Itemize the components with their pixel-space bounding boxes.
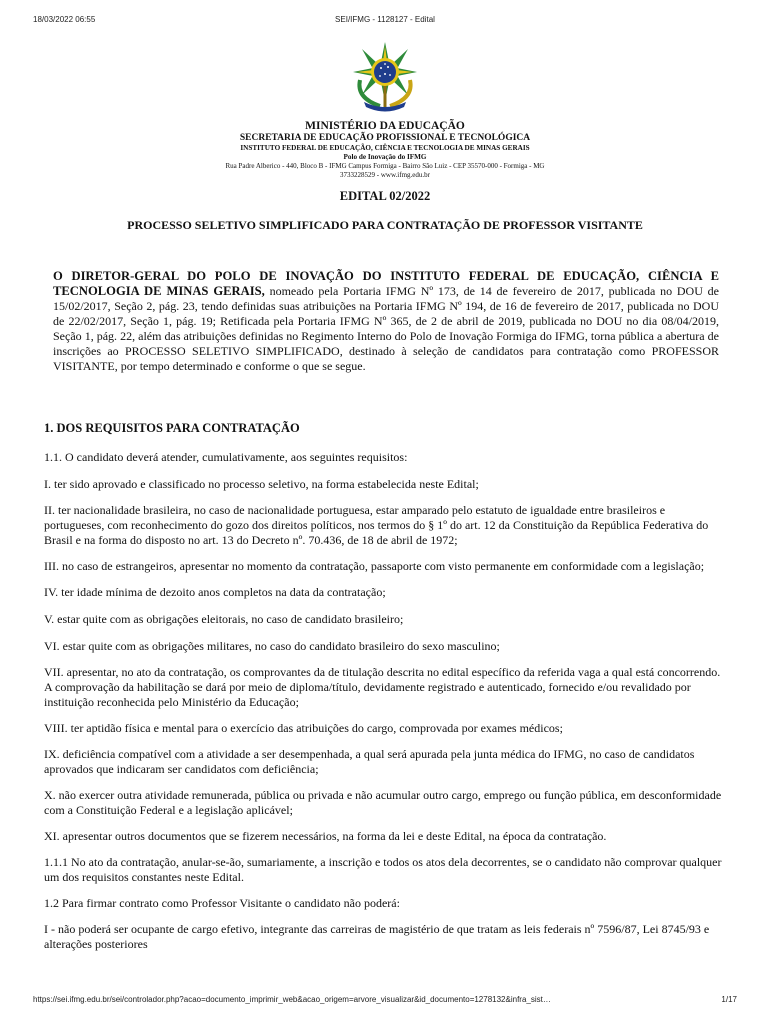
requirement-ii: II. ter nacionalidade brasileira, no caso de nacionalidade portuguesa, estar amparado pelo estatuto de igualdade entre brasileiros e portugueses, com reconhecimento do gozo dos direitos políticos, nos termos do § 1º do art. 12 da Constituição da República Federativa do Brasil e na forma do disposto no art. 13 do Decreto nº. 70.436, de 18 de abril de 1972; bbox=[44, 503, 709, 547]
secretaria-name: SECRETARIA DE EDUCAÇÃO PROFISSIONAL E TECNOLÓGICA bbox=[239, 133, 531, 143]
section-requisitos bbox=[44, 421, 726, 952]
print-url: https://sei.ifmg.edu.br/sei/controlador.php?acao=documento_imprimir_web&acao_origem=arvore_visualizar&id_documento=1278132&infra_sist… bbox=[33, 995, 551, 1004]
requirement-ix: IX. deficiência compatível com a atividade a ser desempenhada, a qual será apurada pela junta médica do IFMG, no caso de candidatos aprovados que indicaram ser candidatos com deficiência; bbox=[44, 747, 695, 776]
process-title: PROCESSO SELETIVO SIMPLIFICADO PARA CONTRATAÇÃO DE PROFESSOR VISITANTE bbox=[127, 218, 643, 232]
ministry-name: MINISTÉRIO DA EDUCAÇÃO bbox=[305, 120, 465, 132]
page-number: 1/17 bbox=[721, 995, 737, 1004]
paragraph-1-2: 1.2 Para firmar contrato como Professor Visitante o candidato não poderá: bbox=[44, 896, 400, 910]
requirement-vii: VII. apresentar, no ato da contratação, os comprovantes da de titulação descrita no edital específico da referida vaga a qual está concorrendo. A comprovação da habilitação se dará por meio de diploma/título, devidamente registrado e autenticado, fornecido e/ou revalidado por instituição reconhecida pelo Ministério da Educação; bbox=[44, 665, 721, 709]
requirement-v: V. estar quite com as obrigações eleitorais, no caso de candidato brasileiro; bbox=[44, 612, 404, 626]
polo-name: Polo de Inovação do IFMG bbox=[343, 153, 427, 161]
print-document-title: SEI/IFMG - 1128127 - Edital bbox=[335, 15, 435, 24]
requirement-vi: VI. estar quite com as obrigações militares, no caso do candidato brasileiro do sexo masculino; bbox=[44, 639, 500, 653]
requirement-iv: IV. ter idade mínima de dezoito anos completos na data da contratação; bbox=[44, 585, 386, 599]
intro-bold-lead: O DIRETOR-GERAL DO POLO DE INOVAÇÃO DO INSTITUTO FEDERAL DE EDUCAÇÃO, CIÊNCIA E TECNOLOGIA DE MINAS GERAIS, bbox=[53, 269, 719, 298]
requirement-viii: VIII. ter aptidão física e mental para o exercício das atribuições do cargo, comprovada por exames médicos; bbox=[44, 721, 563, 735]
institute-name: INSTITUTO FEDERAL DE EDUCAÇÃO, CIÊNCIA E TECNOLOGIA DE MINAS GERAIS bbox=[240, 144, 530, 152]
edital-title: EDITAL 02/2022 bbox=[339, 189, 431, 203]
contact-line: 3733228529 - www.ifmg.edu.br bbox=[340, 171, 430, 179]
requirement-iii: III. no caso de estrangeiros, apresentar no momento da contratação, passaporte com visto permanente em conformidade com a legislação; bbox=[44, 559, 705, 573]
paragraph-1-1-1: 1.1.1 No ato da contratação, anular-se-ão, sumariamente, a inscrição e todos os atos dela decorrentes, se o candidato não comprovar qualquer um dos requisitos constantes neste Edital. bbox=[44, 855, 722, 884]
requirement-i: I. ter sido aprovado e classificado no processo seletivo, na forma estabelecida neste Edital; bbox=[44, 477, 479, 491]
paragraph-1-1: 1.1. O candidato deverá atender, cumulativamente, aos seguintes requisitos: bbox=[44, 450, 408, 464]
institution-heading bbox=[0, 120, 770, 180]
requirement-xi: XI. apresentar outros documentos que se fizerem necessários, na forma da lei e deste Edital, na época da contratação. bbox=[44, 829, 607, 843]
print-datetime: 18/03/2022 06:55 bbox=[33, 15, 96, 24]
print-header bbox=[0, 15, 770, 29]
intro-paragraph bbox=[53, 269, 719, 374]
brazil-coat-of-arms-icon bbox=[350, 40, 420, 112]
requirement-x: X. não exercer outra atividade remunerada, pública ou privada e não acumular outro cargo, emprego ou função pública, em desconformidade com a Constituição Federal e a legislação aplicável; bbox=[44, 788, 722, 817]
address-line: Rua Padre Alberico - 440, Bloco B - IFMG Campus Formiga - Bairro São Luiz - CEP 35570-000 - Formiga - MG bbox=[225, 162, 545, 170]
restriction-i: I - não poderá ser ocupante de cargo efetivo, integrante das carreiras de magistério de que tratam as leis federais nº 7596/87, Lei 8745/93 e alterações posteriores bbox=[44, 922, 710, 951]
section-title: 1. DOS REQUISITOS PARA CONTRATAÇÃO bbox=[44, 421, 300, 435]
intro-text: nomeado pela Portaria IFMG Nº 173, de 14 de fevereiro de 2017, publicada no DOU de 15/02/2017, Seção 2, pág. 23, tendo definidas suas atribuições na Portaria IFMG Nº 194, de 16 de fevereiro de 2017, publicada no DOU de 22/02/2017, Seção 1, pág. 19; Retificada pela Portaria IFMG Nº 365, de 2 de abril de 2019, publicada no DOU no dia 08/04/2019, Seção 1, pág. 22, além das atribuições definidas no Regimento Interno do Polo de Inovação Formiga do IFMG, torna pública a abertura de inscrições ao PROCESSO SELETIVO SIMPLIFICADO, destinado à seleção de candidatos para contratação como PROFESSOR VISITANTE, por tempo determinado e conforme o que se segue. bbox=[53, 284, 719, 373]
